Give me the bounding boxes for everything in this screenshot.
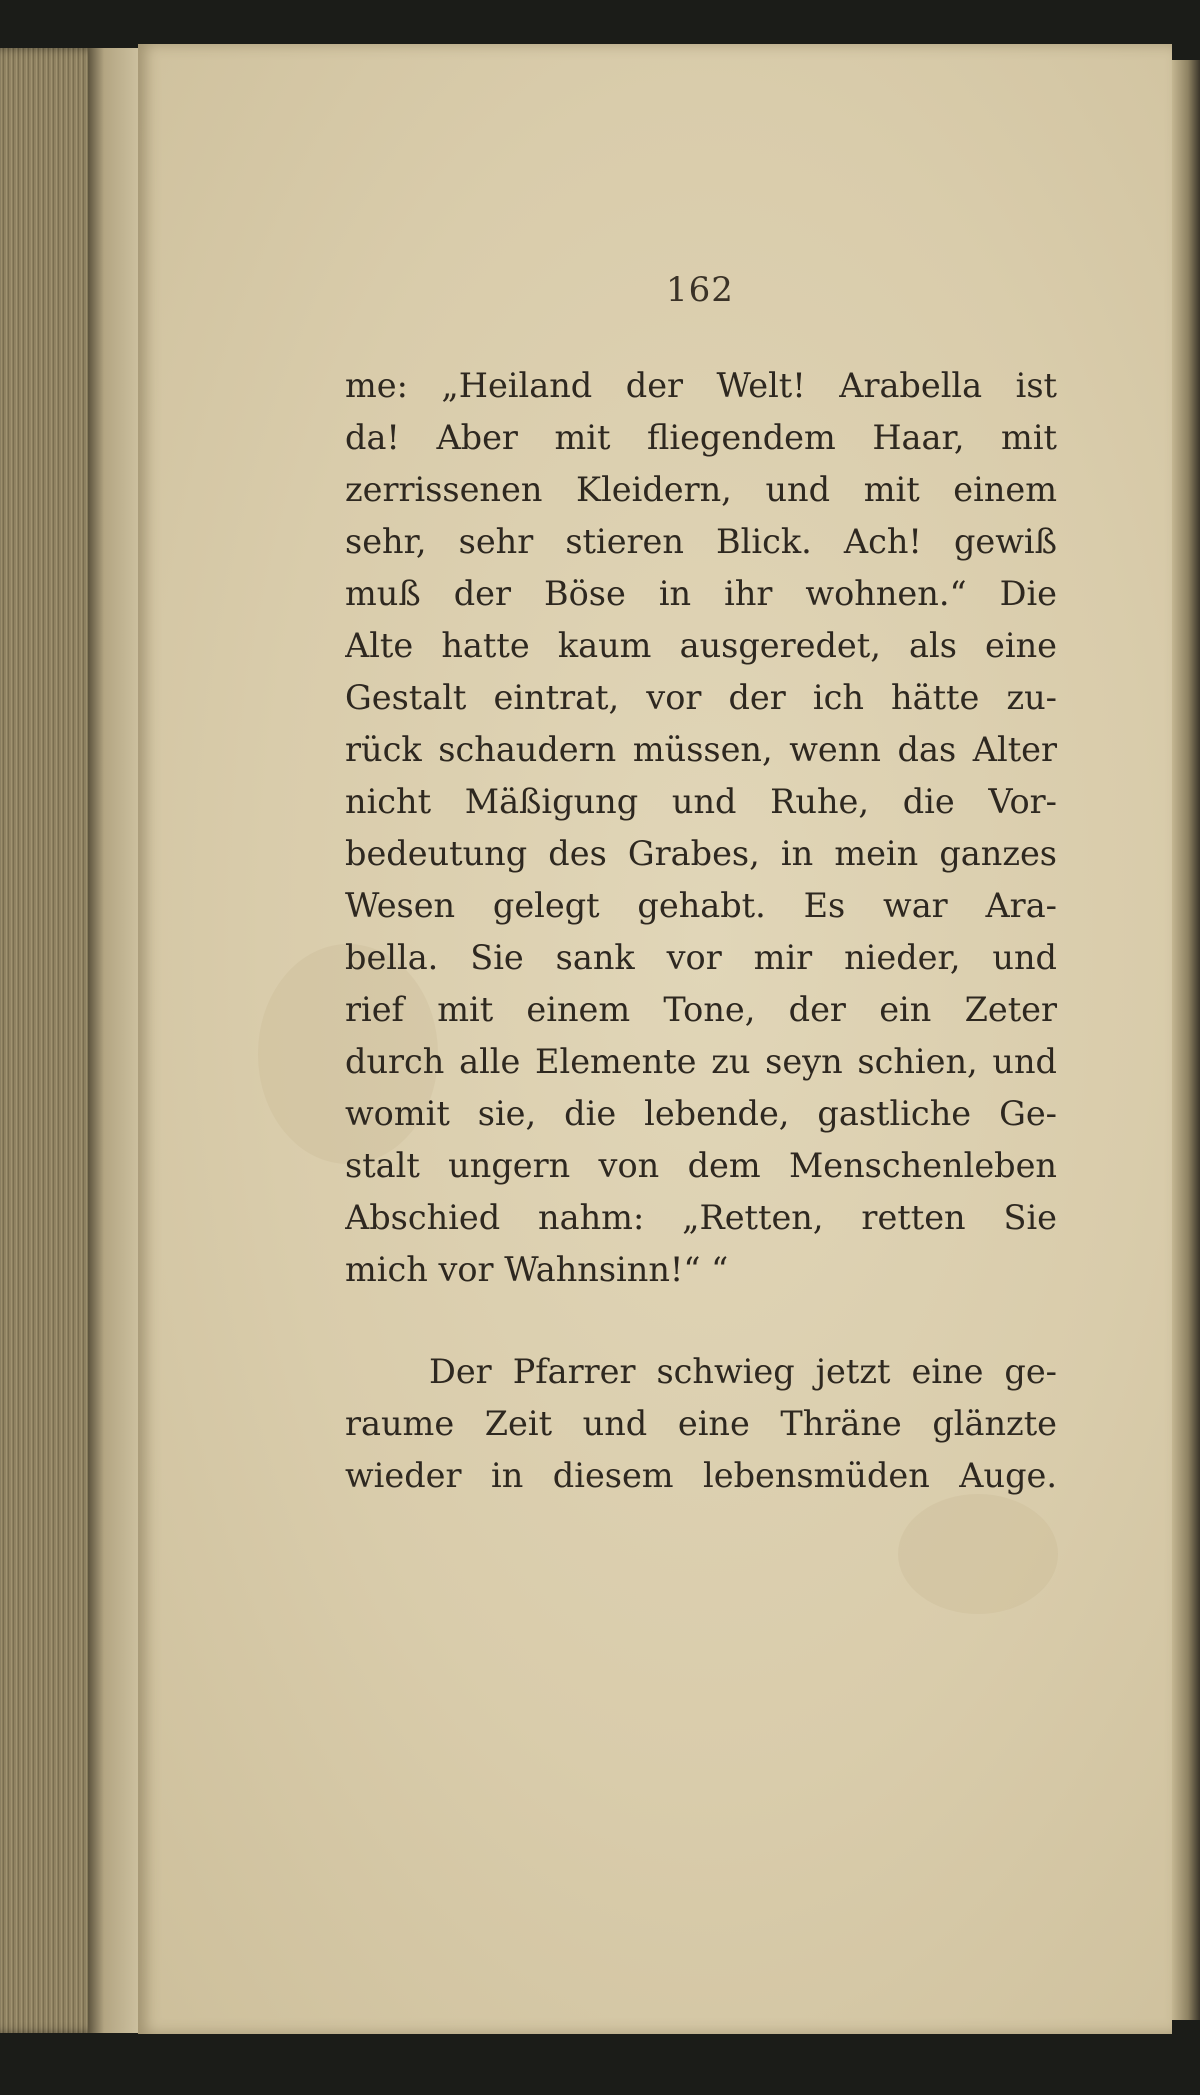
body-text <box>345 360 1057 1502</box>
text-line: raume Zeit und eine Thräne glänzte <box>345 1404 1057 1443</box>
text-line: Der Pfarrer schwieg jetzt eine ge- <box>429 1352 1057 1391</box>
text-line: stalt ungern von dem Menschenleben <box>345 1146 1057 1185</box>
text-line: me: „Heiland der Welt! Arabella ist <box>345 366 1057 405</box>
text-line: da! Aber mit fliegendem Haar, mit <box>345 418 1057 457</box>
book-fore-edge <box>1170 60 1200 2020</box>
book-gutter <box>88 48 142 2033</box>
book-page-stack <box>0 48 100 2033</box>
text-line: Abschied nahm: „Retten, retten Sie <box>345 1198 1057 1237</box>
text-line: bedeutung des Grabes, in mein ganzes <box>345 834 1057 873</box>
text-line: rief mit einem Tone, der ein Zeter <box>345 990 1057 1029</box>
text-line: womit sie, die lebende, gastliche Ge- <box>345 1094 1057 1133</box>
text-line: muß der Böse in ihr wohnen.“ Die <box>345 574 1057 613</box>
text-line: mich vor Wahnsinn!“ “ <box>345 1250 729 1289</box>
text-line: wieder in diesem lebensmüden Auge. <box>345 1456 1057 1495</box>
text-line: Wesen gelegt gehabt. Es war Ara- <box>345 886 1057 925</box>
text-line: Alte hatte kaum ausgeredet, als eine <box>345 626 1057 665</box>
paper-stain <box>898 1494 1058 1614</box>
text-line: Gestalt eintrat, vor der ich hätte zu- <box>345 678 1057 717</box>
paragraph-2 <box>345 1346 1057 1502</box>
text-line: durch alle Elemente zu seyn schien, und <box>345 1042 1057 1081</box>
text-line: nicht Mäßigung und Ruhe, die Vor- <box>345 782 1057 821</box>
text-line: sehr, sehr stieren Blick. Ach! gewiß <box>345 522 1057 561</box>
text-line: zerrissenen Kleidern, und mit einem <box>345 470 1057 509</box>
paragraph-1 <box>345 360 1057 1296</box>
text-line: rück schaudern müssen, wenn das Alter <box>345 730 1057 769</box>
text-line: bella. Sie sank vor mir nieder, und <box>345 938 1057 977</box>
page-number: 162 <box>666 270 734 310</box>
paragraph-gap <box>345 1296 1057 1346</box>
